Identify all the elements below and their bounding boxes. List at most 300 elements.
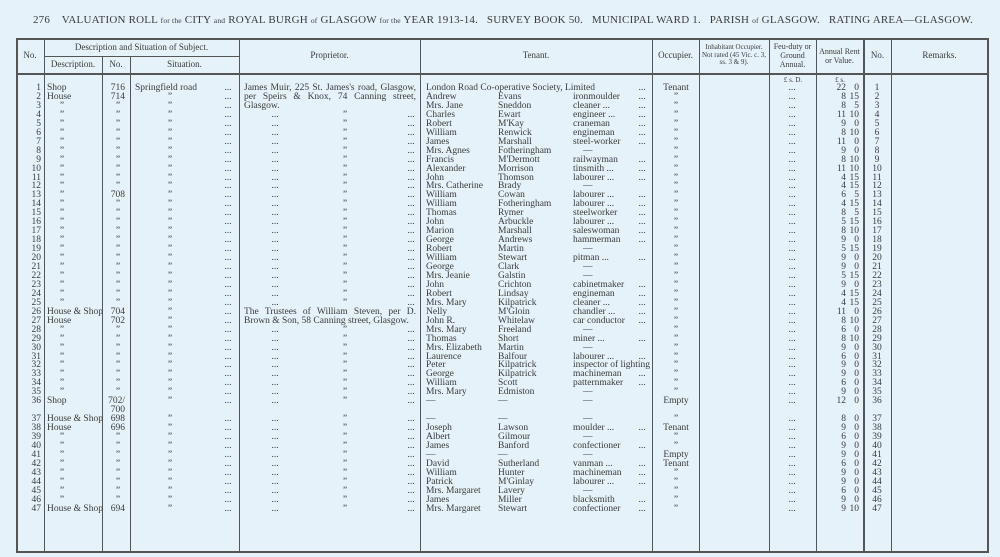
proprietor-ditto: ”	[342, 378, 348, 389]
feu-duty-dots: ...	[788, 378, 796, 389]
description-ditto: ”	[59, 270, 65, 281]
row-number-right: 39	[872, 432, 882, 443]
situation-ditto: ”	[167, 253, 173, 264]
tenant-occupation: moulder ...	[573, 423, 615, 434]
tenant-dots: ...	[638, 172, 646, 183]
tenant-dots: ...	[638, 199, 646, 210]
rent-shillings: 15	[849, 172, 859, 183]
situation-ditto: ”	[167, 432, 173, 443]
rent-pounds: 9	[841, 118, 846, 129]
rent-pounds: 11	[836, 306, 846, 317]
house-number: 696	[110, 423, 125, 434]
situation-ditto: ”	[167, 351, 173, 362]
tenant-dots: ...	[638, 136, 646, 147]
proprietor-dots: ...	[407, 163, 415, 174]
occupier-ditto: ”	[673, 172, 679, 183]
house-number: 716	[110, 83, 125, 93]
tenant-occupation: hammerman	[573, 235, 621, 246]
rent-pounds: 6	[841, 351, 846, 362]
description-ditto: ”	[59, 324, 65, 335]
feu-duty-dots: ...	[788, 315, 796, 326]
tenant-first-name: Marion	[426, 226, 454, 237]
rent-shillings: 10	[849, 154, 859, 165]
tenant-occupation: engineman	[573, 288, 615, 299]
proprietor-dots: ...	[271, 163, 279, 174]
proprietor-ditto: ”	[342, 503, 348, 514]
description-ditto: ”	[59, 297, 65, 308]
feu-duty-dots: ...	[788, 199, 796, 210]
rent-pounds: 8	[841, 208, 846, 219]
situation-dots: ...	[224, 378, 232, 389]
row-number-right: 7	[874, 136, 880, 147]
situation-ditto: ”	[167, 154, 173, 165]
tenant-first-name: William	[426, 127, 457, 138]
proprietor-dots: ...	[407, 485, 415, 496]
rent-pounds: 5	[841, 270, 846, 281]
proprietor-dots: ...	[407, 181, 415, 192]
feu-duty-dots: ...	[788, 127, 796, 138]
occupier: Empty	[663, 396, 689, 407]
proprietor-ditto: ”	[342, 297, 348, 308]
rent-shillings: 5	[854, 208, 859, 219]
tenant-occupation: cleaner ...	[573, 100, 610, 111]
feu-duty-dots: ...	[788, 262, 796, 272]
description-ditto: ”	[59, 369, 65, 380]
house-number-ditto: ”	[115, 297, 121, 308]
house-number: 708	[110, 190, 125, 201]
header-description: Description.	[50, 59, 96, 69]
row-number-right: 15	[872, 208, 882, 219]
proprietor-ditto: ”	[342, 190, 348, 201]
tenant-dots: ...	[638, 163, 646, 174]
tenant-surname: Kilpatrick	[498, 297, 537, 308]
column-divider	[816, 38, 817, 552]
rent-shillings: 0	[854, 235, 859, 246]
rent-pounds: 9	[841, 360, 846, 371]
tenant-surname: Short	[498, 333, 519, 344]
tenant-occupation: labourer ...	[573, 476, 615, 487]
situation-ditto: ”	[167, 324, 173, 335]
tenant-surname: Fotheringham	[498, 145, 552, 156]
row-number-right: 1	[874, 83, 880, 93]
situation-ditto: ”	[167, 217, 173, 228]
rent-shillings: 0	[854, 485, 859, 496]
feu-duty-dots: ...	[788, 253, 796, 264]
row-number: 15	[31, 208, 41, 219]
tenant-surname: Evans	[498, 91, 522, 102]
occupier-ditto: ”	[673, 467, 679, 478]
tenant-first-name: Alexander	[426, 163, 466, 174]
situation-dots: ...	[224, 270, 232, 281]
tenant-first-name: Robert	[426, 288, 452, 299]
row-number-right: 5	[874, 118, 880, 129]
rent-shillings: 0	[854, 423, 859, 434]
feu-duty-dots: ...	[788, 306, 796, 317]
tenant-occupation: car conductor	[573, 315, 625, 326]
tenant-occupation: craneman	[573, 118, 610, 129]
proprietor-dots: ...	[271, 476, 279, 487]
proprietor-ditto: ”	[342, 360, 348, 371]
proprietor-ditto: ”	[342, 145, 348, 156]
row-number: 23	[31, 279, 41, 290]
proprietor-ditto: ”	[342, 494, 348, 505]
description-ditto: ”	[59, 154, 65, 165]
rent-pounds: 6	[841, 485, 846, 496]
situation-ditto: ”	[167, 244, 173, 255]
tenant-surname: Stewart	[498, 503, 528, 514]
description-ditto: ”	[59, 118, 65, 129]
description-ditto: ”	[59, 387, 65, 398]
tenant-first-name: John	[426, 172, 444, 183]
rent-pounds: 8	[841, 226, 846, 237]
row-number-right: 35	[872, 387, 882, 398]
tenant-first-name: James	[426, 494, 450, 505]
proprietor-ditto: ”	[342, 458, 348, 469]
rent-shillings: 10	[849, 503, 859, 514]
situation-ditto: ”	[167, 315, 173, 326]
proprietor-dots: ...	[407, 503, 415, 514]
feu-duty-dots: ...	[788, 181, 796, 192]
situation-dots: ...	[224, 127, 232, 138]
row-number-right: 8	[874, 145, 880, 156]
tenant-surname: Martin	[498, 244, 524, 255]
proprietor-dots: ...	[271, 226, 279, 237]
situation-ditto: ”	[167, 297, 173, 308]
rent-shillings: 15	[849, 297, 859, 308]
tenant-surname: Balfour	[498, 351, 528, 362]
header-proprietor: Proprietor.	[310, 50, 349, 60]
occupier-ditto: ”	[673, 190, 679, 201]
proprietor-ditto: ”	[342, 333, 348, 344]
situation-dots: ...	[224, 118, 232, 129]
occupier-ditto: ”	[673, 432, 679, 443]
tenant-dots: ...	[638, 83, 646, 93]
row-number-right: 43	[872, 467, 882, 478]
proprietor-dots: ...	[271, 423, 279, 434]
tenant-occupation: pitman ...	[573, 253, 609, 264]
tenant-dots: ...	[638, 297, 646, 308]
description: Shop	[47, 396, 67, 407]
tenant-surname: M'Kay	[498, 118, 524, 129]
row-number-right: 25	[872, 297, 882, 308]
proprietor-dots: ...	[271, 136, 279, 147]
tenant-occupation: —	[583, 396, 593, 407]
proprietor-ditto: ”	[342, 279, 348, 290]
rent-shillings: 0	[854, 441, 859, 451]
proprietor-dots: ...	[271, 369, 279, 380]
situation-dots: ...	[224, 163, 232, 174]
situation-dots: ...	[224, 83, 232, 93]
occupier-ditto: ”	[673, 163, 679, 174]
tenant-occupation: —	[583, 244, 593, 255]
proprietor-ditto: ”	[342, 262, 348, 272]
feu-duty-dots: ...	[788, 494, 796, 505]
header-tenant: Tenant.	[522, 50, 550, 60]
occupier-ditto: ”	[673, 109, 679, 120]
row-number: 8	[36, 145, 41, 156]
tenant-occupation: —	[583, 432, 593, 443]
proprietor-ditto: ”	[342, 217, 348, 228]
header-house-no: No.	[109, 59, 123, 69]
house-number-ditto: ”	[115, 154, 121, 165]
header-occupier: Occupier.	[658, 50, 693, 60]
rent-pounds: 6	[841, 432, 846, 443]
description-ditto: ”	[59, 127, 65, 138]
proprietor-dots: ...	[407, 279, 415, 290]
rent-shillings: 10	[849, 127, 859, 138]
row-number-right: 40	[872, 441, 882, 451]
tenant-surname: Scott	[498, 378, 518, 389]
row-number-right: 30	[872, 342, 882, 353]
proprietor-dots: ...	[407, 226, 415, 237]
situation-dots: ...	[224, 423, 232, 434]
header-remarks: Remarks.	[922, 50, 957, 60]
feu-duty-dots: ...	[788, 226, 796, 237]
row-number: 6	[36, 127, 41, 138]
occupier-ditto: ”	[673, 441, 679, 451]
proprietor-ditto: ”	[342, 244, 348, 255]
proprietor-dots: ...	[407, 360, 415, 371]
occupier-ditto: ”	[673, 315, 679, 326]
rent-shillings: 0	[854, 414, 859, 425]
occupier-ditto: ”	[673, 270, 679, 281]
proprietor-ditto: ”	[342, 485, 348, 496]
proprietor-dots: ...	[407, 458, 415, 469]
feu-duty-dots: ...	[788, 100, 796, 111]
situation-ditto: ”	[167, 306, 173, 317]
tenant-dots: ...	[638, 118, 646, 129]
column-divider	[44, 38, 45, 552]
rent-shillings: 0	[854, 494, 859, 505]
tenant-first-name: Peter	[426, 360, 446, 371]
proprietor-dots: ...	[271, 396, 279, 407]
tenant-surname: Stewart	[498, 253, 528, 264]
row-number-right: 16	[872, 217, 882, 228]
tenant-first-name: James	[426, 441, 450, 451]
row-number: 4	[36, 109, 41, 120]
feu-duty-dots: ...	[788, 485, 796, 496]
row-number-right: 18	[872, 235, 882, 246]
occupier-ditto: ”	[673, 154, 679, 165]
description-ditto: ”	[59, 136, 65, 147]
tenant-occupation: —	[583, 324, 593, 335]
rent-shillings: 10	[849, 315, 859, 326]
row-number-right: 41	[872, 449, 882, 460]
proprietor-dots: ...	[407, 414, 415, 425]
rent-shillings: 0	[854, 432, 859, 443]
situation-dots: ...	[224, 244, 232, 255]
tenant-surname: Kilpatrick	[498, 360, 537, 371]
proprietor-ditto: ”	[342, 432, 348, 443]
row-number-right: 22	[872, 270, 882, 281]
rent-shillings: 0	[854, 387, 859, 398]
rent-shillings: 0	[854, 342, 859, 353]
proprietor-dots: ...	[407, 235, 415, 246]
proprietor-ditto: ”	[342, 288, 348, 299]
description-ditto: ”	[59, 288, 65, 299]
occupier-ditto: ”	[673, 378, 679, 389]
occupier-ditto: ”	[673, 306, 679, 317]
rent-shillings: 0	[854, 262, 859, 272]
tenant-first-name: Mrs. Mary	[426, 324, 467, 335]
situation-ditto: ”	[167, 270, 173, 281]
column-divider	[987, 38, 989, 552]
house-number-ditto: ”	[115, 163, 121, 174]
table-bottom-rule	[16, 551, 989, 553]
row-number: 27	[31, 315, 41, 326]
situation-dots: ...	[224, 414, 232, 425]
feu-duty-dots: ...	[788, 288, 796, 299]
tenant-dots: ...	[638, 503, 646, 514]
row-number-right: 12	[872, 181, 882, 192]
proprietor-dots: ...	[271, 244, 279, 255]
tenant-surname: Whitelaw	[498, 315, 535, 326]
proprietor-dots: ...	[271, 458, 279, 469]
tenant-dots: ...	[638, 494, 646, 505]
rent-pounds: 8	[841, 100, 846, 111]
tenant-dots: ...	[638, 378, 646, 389]
tenant-dots: ...	[638, 458, 646, 469]
page-title: 276 VALUATION ROLL for the CITY and ROYAL BURGH of GLASGOW for the YEAR 1913-14. SURVEY BOOK 50. MUNICIPAL WARD 1. PARISH of GLASGOW. RATING AREA—GLASGOW.	[32, 14, 974, 26]
description-ditto: ”	[59, 199, 65, 210]
tenant-first-name: William	[426, 190, 457, 201]
rent-shillings: 10	[849, 226, 859, 237]
rent-shillings: 0	[854, 476, 859, 487]
description-ditto: ”	[59, 378, 65, 389]
proprietor-ditto: ”	[342, 199, 348, 210]
rent-pounds: 6	[841, 324, 846, 335]
rent-pounds: 9	[841, 342, 846, 353]
column-divider	[891, 38, 892, 552]
tenant-occupation: inspector of lighting	[573, 360, 651, 371]
situation-dots: ...	[224, 217, 232, 228]
tenant-first-name: Mrs. Margaret	[426, 485, 481, 496]
row-number: 34	[31, 378, 41, 389]
proprietor-dots: ...	[271, 324, 279, 335]
tenant-occupation: labourer ...	[573, 351, 615, 362]
rent-shillings: 0	[854, 449, 859, 460]
description-ditto: ”	[59, 279, 65, 290]
row-number-right: 9	[874, 154, 880, 165]
row-number-right: 11	[872, 172, 882, 183]
header-bottom-rule	[16, 73, 989, 75]
tenant-occupation: patternmaker	[573, 378, 624, 389]
feu-duty-dots: ...	[788, 154, 796, 165]
description-ditto: ”	[59, 449, 65, 460]
rent-pounds: 4	[841, 297, 846, 308]
situation-ditto: ”	[167, 181, 173, 192]
proprietor-name-address: James Muir, 225 St. James's road, Glasgow, per Speirs & Knox, 74 Canning street, Glasgow.	[244, 83, 416, 111]
tenant-first-name: William	[426, 253, 457, 264]
row-number-right: 34	[872, 378, 882, 389]
proprietor-ditto: ”	[342, 324, 348, 335]
header-description-group: Description and Situation of Subject.	[74, 41, 209, 52]
tenant-occupation: —	[583, 387, 593, 398]
proprietor-dots: ...	[407, 253, 415, 264]
rent-shillings: 15	[849, 270, 859, 281]
row-number: 37	[31, 414, 41, 425]
feu-duty-dots: ...	[788, 109, 796, 120]
house-number-ditto: ”	[115, 217, 121, 228]
house-number-ditto: ”	[115, 127, 121, 138]
row-number: 11	[31, 172, 41, 183]
proprietor-ditto: ”	[342, 136, 348, 147]
situation-ditto: ”	[167, 127, 173, 138]
feu-duty-dots: ...	[788, 396, 796, 407]
row-number-right: 23	[872, 279, 882, 290]
proprietor-dots: ...	[407, 109, 415, 120]
row-number-right: 27	[872, 315, 882, 326]
tenant-first-name: —	[426, 396, 436, 407]
tenant-surname: Fotheringham	[498, 199, 552, 210]
proprietor-dots: ...	[407, 172, 415, 183]
description: House	[47, 315, 72, 326]
situation-dots: ...	[224, 145, 232, 156]
row-number: 21	[31, 262, 41, 272]
situation-dots: ...	[224, 208, 232, 219]
description: House	[47, 91, 72, 102]
situation-ditto: ”	[167, 467, 173, 478]
proprietor-dots: ...	[407, 118, 415, 129]
rent-pounds: 8	[841, 154, 846, 165]
rent-pounds: 9	[841, 235, 846, 246]
house-number-ditto: ”	[115, 324, 121, 335]
rent-shillings: 0	[854, 306, 859, 317]
situation-ditto: ”	[167, 387, 173, 398]
proprietor-dots: ...	[407, 262, 415, 272]
house-number: 702/	[108, 396, 125, 407]
rent-pounds: 9	[841, 467, 846, 478]
house-number-ditto: ”	[115, 458, 121, 469]
house-number-ditto: ”	[115, 226, 121, 237]
rent-shillings: 10	[849, 109, 859, 120]
row-number: 17	[31, 226, 41, 237]
tenant-first-name: William	[426, 467, 457, 478]
tenant-dots: ...	[638, 351, 646, 362]
situation-ditto: ”	[167, 476, 173, 487]
row-number-right: 13	[872, 190, 882, 201]
tenant-dots: ...	[638, 217, 646, 228]
tenant-dots: ...	[638, 208, 646, 219]
situation-dots: ...	[224, 342, 232, 353]
house-number-ditto: ”	[115, 279, 121, 290]
tenant-occupation: —	[583, 262, 593, 272]
house-number-ditto: ”	[115, 100, 121, 111]
description-ditto: ”	[59, 360, 65, 371]
tenant-occupation: chandler ...	[573, 306, 616, 317]
row-number-right: 45	[872, 485, 882, 496]
feu-duty-dots: ...	[788, 208, 796, 219]
proprietor-dots: ...	[271, 253, 279, 264]
occupier-ditto: ”	[673, 118, 679, 129]
situation-dots: ...	[224, 288, 232, 299]
rent-pounds: 9	[841, 279, 846, 290]
proprietor-dots: ...	[407, 333, 415, 344]
row-number: 32	[31, 360, 41, 371]
situation-ditto: ”	[167, 136, 173, 147]
row-number: 46	[31, 494, 41, 505]
rent-pounds: 9	[841, 503, 846, 514]
proprietor-name-address: The Trustees of William Steven, per D. Brown & Son, 58 Canning street, Glasgow.	[244, 306, 416, 326]
row-number: 25	[31, 297, 41, 308]
proprietor-dots: ...	[271, 109, 279, 120]
row-number: 2	[36, 91, 41, 102]
row-number-right: 20	[872, 253, 882, 264]
row-number: 38	[31, 423, 41, 434]
proprietor-dots: ...	[271, 270, 279, 281]
tenant-occupation: labourer ...	[573, 172, 615, 183]
occupier-ditto: ”	[673, 181, 679, 192]
